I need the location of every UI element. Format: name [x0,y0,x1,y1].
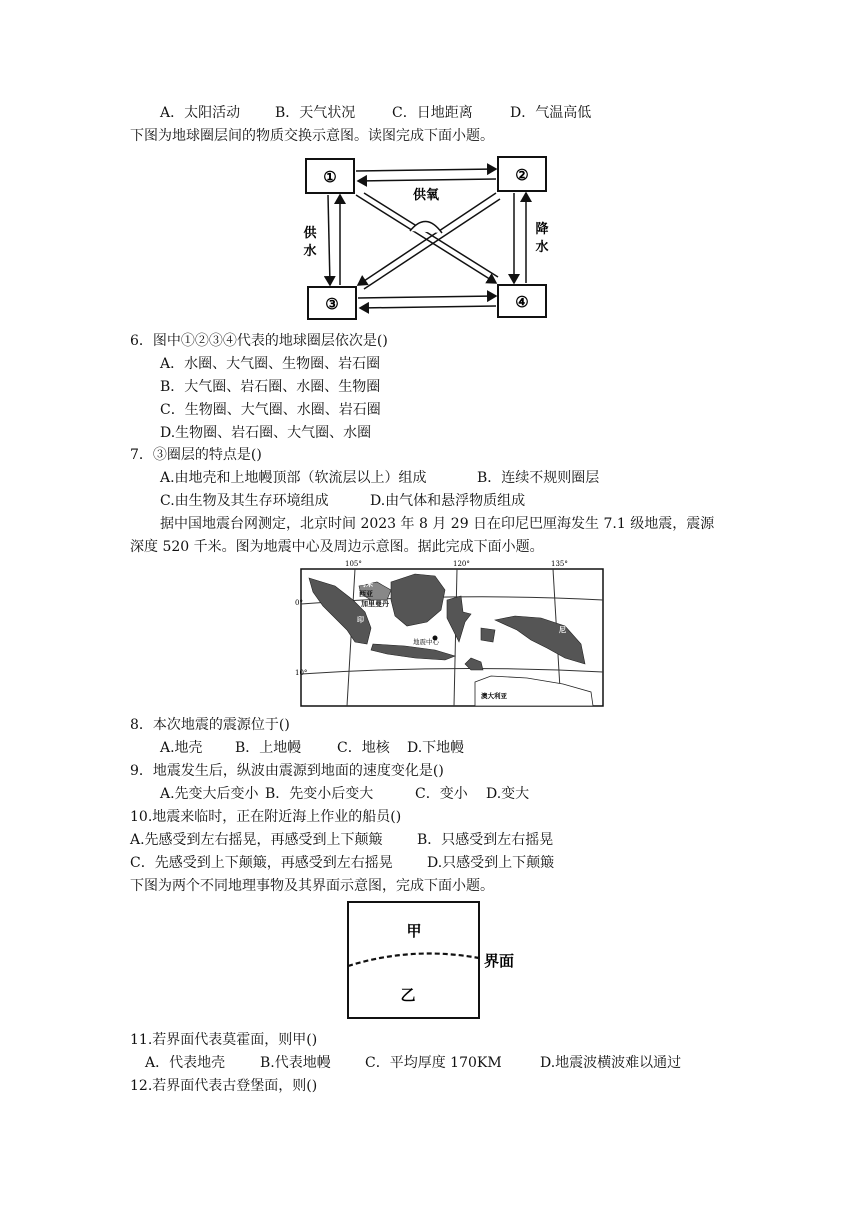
q8-option-a: A.地壳 [160,740,203,756]
intro-figure-1: 下图为地球圈层间的物质交换示意图。读图完成下面小题。 [130,128,494,144]
q7-option-c: C.由生物及其生存环境组成 [160,493,329,509]
label-indonesia: 印 [357,615,364,624]
earthquake-map [295,560,607,710]
box-4-label: ④ [515,293,529,311]
label-malaysia-1: 马来 [359,579,373,588]
interface-diagram [346,900,526,1022]
label-jia: 甲 [406,922,422,940]
q10-option-d: D.只感受到上下颠簸 [427,855,555,871]
box-2-label: ② [515,166,529,184]
label-kalimantan: 加里曼丹 [361,599,389,608]
q7-stem: 7．③圈层的特点是() [130,447,262,463]
q10-stem: 10.地震来临时，正在附近海上作业的船员() [130,809,402,825]
box-3-label: ③ [325,295,339,313]
q11-option-a: A．代表地壳 [145,1055,226,1071]
label-supply-water-1: 供 [303,226,317,241]
q11-option-d: D.地震波横波难以通过 [540,1055,682,1071]
intro-figure-2-line-2: 深度 520 千米。图为地震中心及周边示意图。据此完成下面小题。 [130,539,544,555]
q11-option-b: B.代表地幔 [260,1055,331,1071]
q5-option-d: D．气温高低 [510,105,592,121]
lon-135: 135° [551,560,568,568]
sphere-exchange-diagram [300,153,552,323]
q7-option-b: B．连续不规则圈层 [477,470,600,486]
lon-120: 120° [453,560,470,568]
intro-figure-2-line-1: 据中国地震台网测定，北京时间 2023 年 8 月 29 日在印尼巴厘海发生 7.1 级地震，震源 [160,516,715,532]
q8-option-d: D.下地幔 [407,740,465,756]
label-supply-water-2: 水 [303,244,317,259]
q9-option-c: C．变小 [415,786,468,802]
label-epicenter: 地震中心 [413,638,439,646]
label-ni: 尼 [559,625,566,634]
q8-option-b: B．上地幔 [235,740,302,756]
q10-option-b: B．只感受到左右摇晃 [417,832,554,848]
q11-option-c: C．平均厚度 170KM [365,1055,502,1071]
box-1-label: ① [323,168,337,186]
q10-option-a: A.先感受到左右摇晃，再感受到上下颠簸 [130,832,383,848]
q9-option-d: D.变大 [486,786,530,802]
q8-stem: 8．本次地震的震源位于() [130,717,290,733]
q9-stem: 9．地震发生后，纵波由震源到地面的速度变化是() [130,763,444,779]
q5-option-c: C．日地距离 [392,105,473,121]
label-interface: 界面 [484,952,515,970]
q5-option-a: A．太阳活动 [160,105,241,121]
q6-stem: 6．图中①②③④代表的地球圈层依次是() [130,333,388,349]
q6-option-b: B．大气圈、岩石圈、水圈、生物圈 [160,379,381,395]
label-rain-2: 水 [535,240,549,255]
q8-option-c: C．地核 [337,740,390,756]
q5-option-b: B．天气状况 [275,105,356,121]
label-oxygen: 供氧 [412,188,440,203]
q10-option-c: C．先感受到上下颠簸，再感受到左右摇晃 [130,855,393,871]
label-malaysia-2: 西亚 [359,589,373,598]
lat-10: 10° [295,669,308,677]
q7-option-a: A.由地壳和上地幔顶部（软流层以上）组成 [160,470,427,486]
q11-stem: 11.若界面代表莫霍面，则甲() [130,1032,318,1048]
label-yi: 乙 [400,986,416,1004]
lon-105: 105° [345,560,362,568]
q12-stem: 12.若界面代表古登堡面，则() [130,1078,318,1094]
lat-0: 0° [295,599,303,607]
q6-option-d: D.生物圈、岩石圈、大气圈、水圈 [160,425,372,441]
q9-option-b: B．先变小后变大 [265,786,374,802]
intro-figure-3: 下图为两个不同地理事物及其界面示意图，完成下面小题。 [130,878,494,894]
q6-option-a: A．水圈、大气圈、生物圈、岩石圈 [160,356,381,372]
label-australia: 澳大利亚 [481,692,507,700]
q6-option-c: C．生物圈、大气圈、水圈、岩石圈 [160,402,381,418]
label-rain-1: 降 [535,222,549,237]
q9-option-a: A.先变大后变小 [160,786,259,802]
q7-option-d: D.由气体和悬浮物质组成 [370,493,526,509]
